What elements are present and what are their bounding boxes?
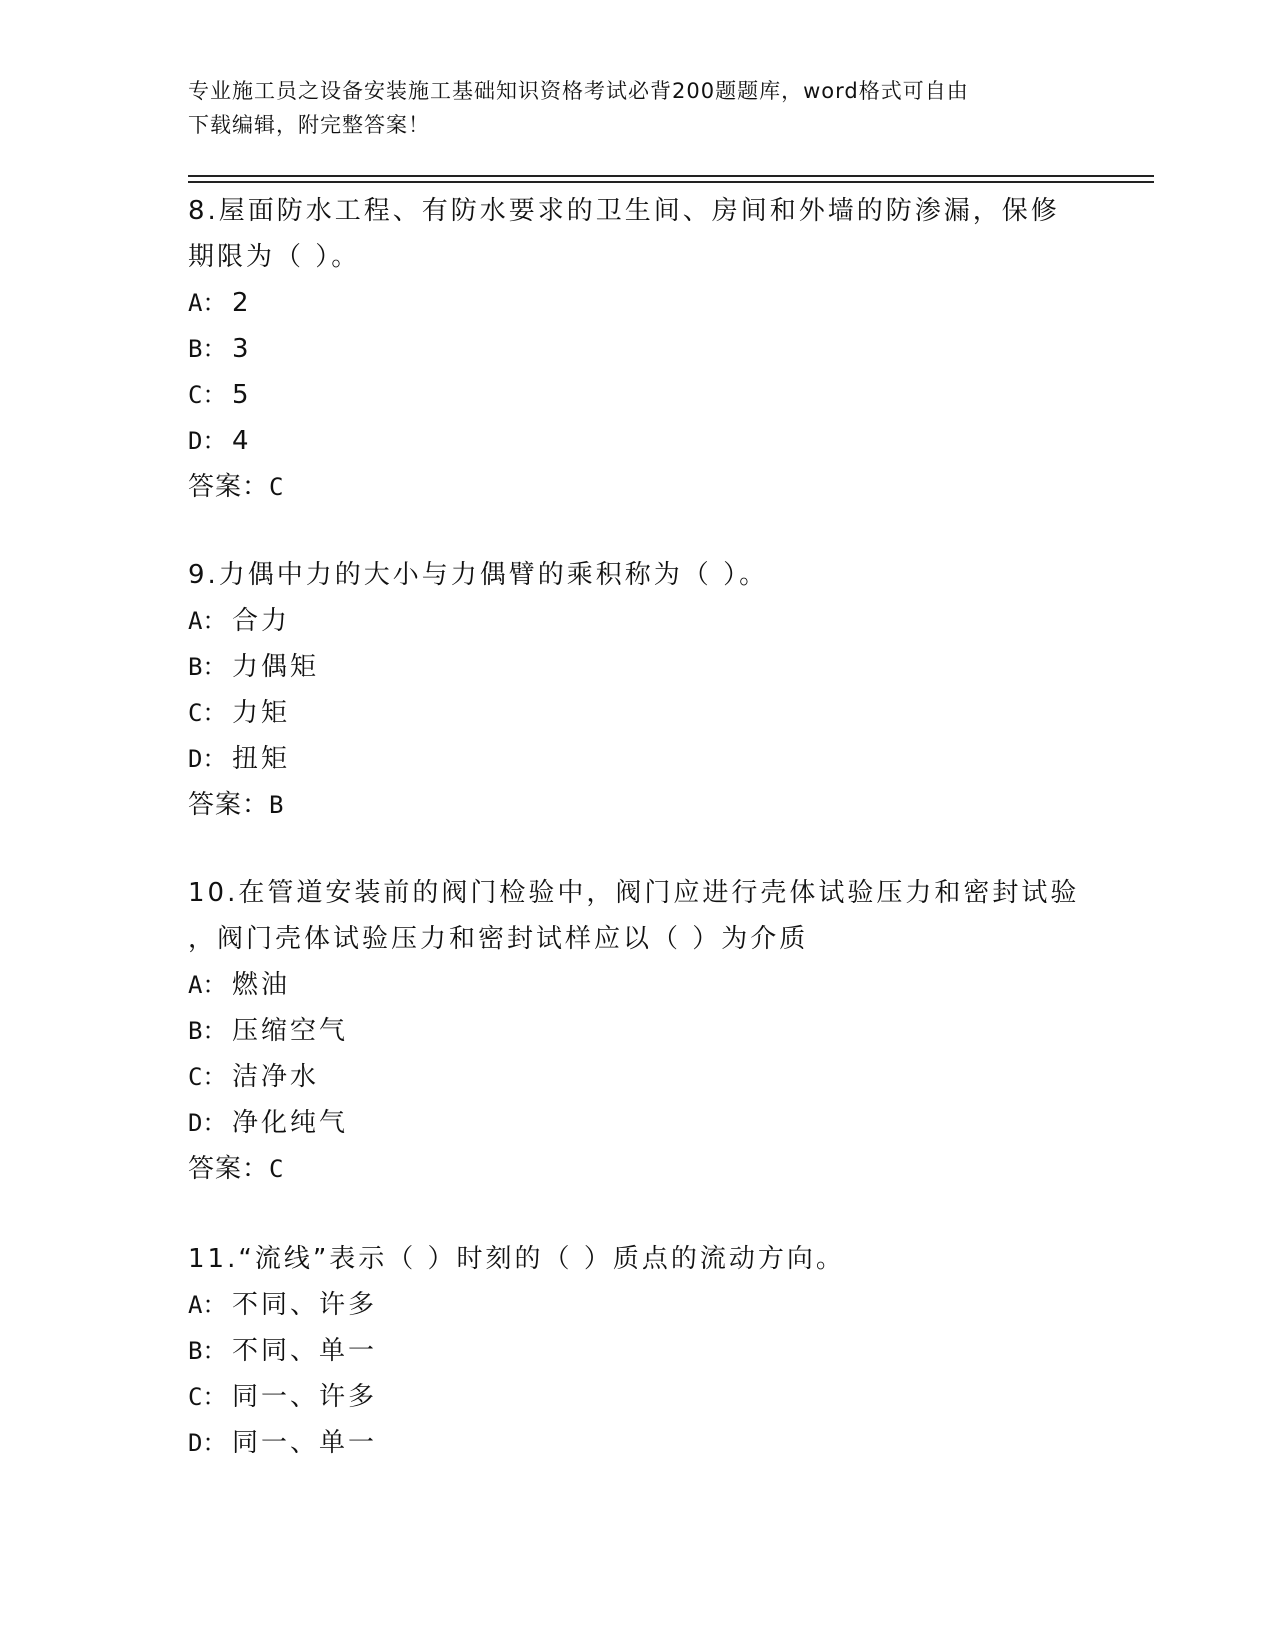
option-b: [188, 1328, 1088, 1374]
option-key: D：: [188, 427, 227, 455]
option-a: [188, 962, 1088, 1008]
question-stem: 8.屋面防水工程、有防水要求的卫生间、房间和外墙的防渗漏，保修: [188, 196, 1060, 226]
answer-line: [188, 1146, 1088, 1192]
answer-value: C: [269, 1155, 285, 1183]
option-text: 洁净水: [232, 1062, 320, 1092]
question-stem: 10.在管道安装前的阀门检验中，阀门应进行壳体试验压力和密封试验: [188, 878, 1080, 908]
header-line-1: 专业施工员之设备安装施工基础知识资格考试必背200题题库，word格式可自由: [188, 79, 969, 103]
option-text: 同一、单一: [232, 1428, 378, 1458]
option-a: [188, 280, 1088, 326]
option-b: [188, 326, 1088, 372]
option-text: 5: [232, 380, 252, 410]
answer-line: [188, 782, 1088, 828]
option-text: 力矩: [232, 698, 291, 728]
option-text: 压缩空气: [232, 1016, 349, 1046]
option-key: C：: [188, 381, 227, 409]
option-key: A：: [188, 1291, 227, 1319]
option-key: D：: [188, 1109, 227, 1137]
answer-label: 答案：: [188, 790, 270, 820]
option-text: 不同、许多: [232, 1290, 378, 1320]
option-text: 力偶矩: [232, 652, 320, 682]
question-10: [188, 870, 1088, 1192]
option-key: B：: [188, 335, 227, 363]
answer-line: [188, 464, 1088, 510]
option-c: [188, 1374, 1088, 1420]
option-text: 2: [232, 288, 252, 318]
question-8: [188, 188, 1088, 510]
option-key: A：: [188, 971, 227, 999]
option-key: C：: [188, 699, 227, 727]
option-text: 合力: [232, 606, 291, 636]
answer-value: C: [269, 473, 285, 501]
option-key: A：: [188, 289, 227, 317]
option-a: [188, 598, 1088, 644]
option-key: C：: [188, 1063, 227, 1091]
option-c: [188, 372, 1088, 418]
option-d: [188, 736, 1088, 782]
option-key: B：: [188, 1337, 227, 1365]
option-d: [188, 1100, 1088, 1146]
option-a: [188, 1282, 1088, 1328]
answer-label: 答案：: [188, 472, 270, 502]
question-9: [188, 552, 1088, 828]
option-key: D：: [188, 745, 227, 773]
header-divider-bottom: [188, 181, 1154, 183]
option-key: D：: [188, 1429, 227, 1457]
option-key: C：: [188, 1383, 227, 1411]
question-stem: 11.“流线”表示（ ）时刻的（ ）质点的流动方向。: [188, 1244, 845, 1274]
option-text: 不同、单一: [232, 1336, 378, 1366]
answer-value: B: [269, 791, 285, 819]
option-text: 3: [232, 334, 252, 364]
question-stem: 期限为（ ）。: [188, 242, 361, 272]
document-header: [188, 74, 1088, 142]
answer-label: 答案：: [188, 1154, 270, 1184]
option-text: 同一、许多: [232, 1382, 378, 1412]
option-key: B：: [188, 1017, 227, 1045]
header-divider-top: [188, 175, 1154, 177]
question-stem: ，阀门壳体试验压力和密封试样应以（ ）为介质: [188, 924, 809, 954]
option-text: 4: [232, 426, 252, 456]
question-stem: 9.力偶中力的大小与力偶臂的乘积称为（ ）。: [188, 560, 769, 590]
option-c: [188, 1054, 1088, 1100]
question-11: [188, 1236, 1088, 1466]
option-text: 扭矩: [232, 744, 291, 774]
option-b: [188, 1008, 1088, 1054]
header-line-2: 下载编辑，附完整答案！: [188, 113, 430, 137]
option-d: [188, 1420, 1088, 1466]
option-d: [188, 418, 1088, 464]
option-text: 净化纯气: [232, 1108, 349, 1138]
option-c: [188, 690, 1088, 736]
option-b: [188, 644, 1088, 690]
option-text: 燃油: [232, 970, 291, 1000]
option-key: B：: [188, 653, 227, 681]
option-key: A：: [188, 607, 227, 635]
